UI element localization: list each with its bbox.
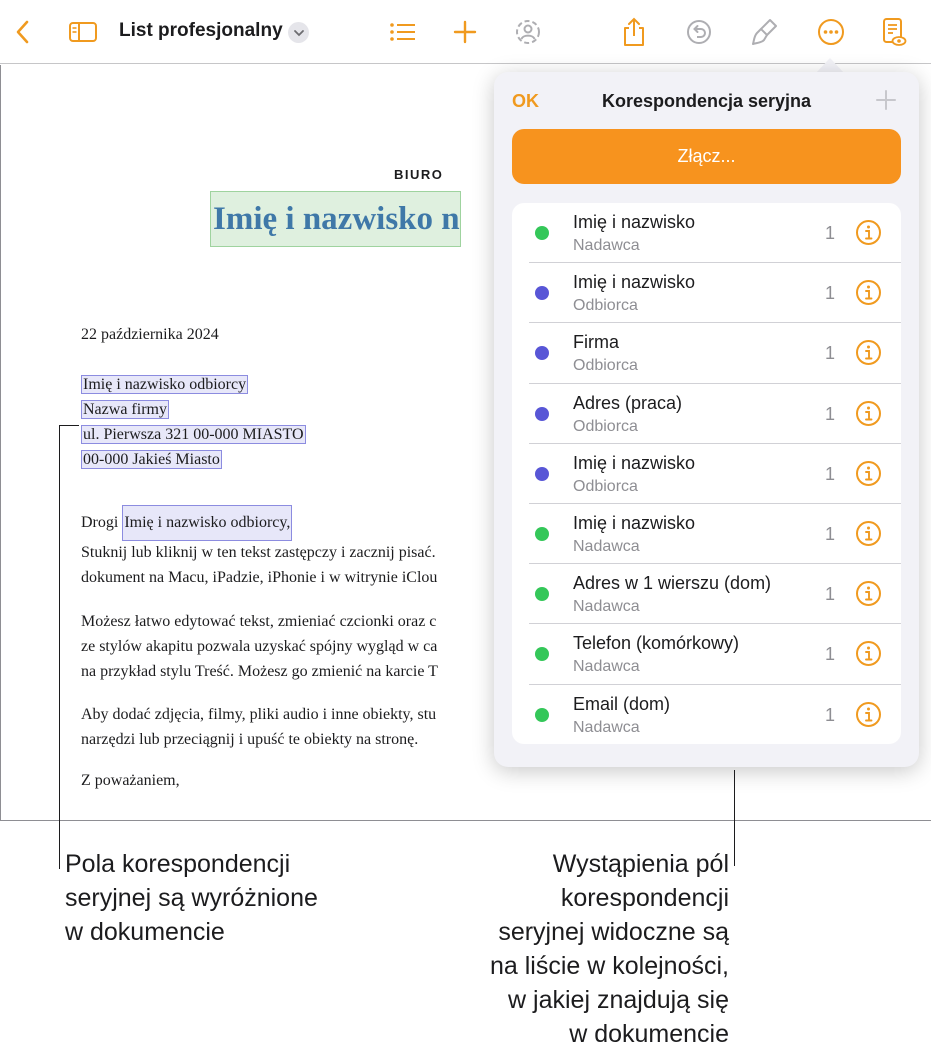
- field-type-dot: [535, 407, 549, 421]
- body-line[interactable]: narzędzi lub przeciągnij i upuść te obiekty na stronę.: [81, 731, 419, 748]
- merge-field-row[interactable]: [512, 564, 901, 624]
- merge-field-role: Odbiorca: [573, 297, 638, 315]
- merge-field-row[interactable]: [512, 323, 901, 383]
- occurrence-count: 1: [825, 223, 836, 243]
- merge-field-name: Adres w 1 wierszu (dom): [573, 573, 772, 594]
- info-icon[interactable]: [855, 460, 882, 487]
- merge-field-row[interactable]: [512, 263, 901, 323]
- merge-field-role: Nadawca: [573, 537, 640, 555]
- greeting-recipient-merge-field[interactable]: Imię i nazwisko odbiorcy,: [122, 505, 292, 541]
- occurrence-count: 1: [825, 463, 836, 484]
- merge-field-row[interactable]: [512, 504, 901, 564]
- body-line[interactable]: Możesz łatwo edytować tekst, zmieniać czcionki oraz c: [81, 613, 437, 630]
- occurrence-count: 1: [825, 283, 836, 304]
- occurrence-count: 1: [825, 644, 836, 665]
- caption-left-line: seryjnej są wyróżnione: [65, 884, 318, 912]
- field-type-dot: [535, 527, 549, 541]
- ellipsis-icon[interactable]: [814, 15, 848, 49]
- merge-field-role: Odbiorca: [573, 417, 638, 435]
- info-icon[interactable]: [855, 580, 882, 607]
- merge-field-name: Imię i nazwisko: [573, 212, 696, 232]
- merge-field-row[interactable]: [512, 384, 901, 444]
- callout-line-left: [59, 425, 60, 869]
- greeting[interactable]: [81, 505, 292, 541]
- merge-field-name: Imię i nazwisko: [573, 452, 696, 473]
- caption-right-line: seryjnej widoczne są: [498, 918, 729, 946]
- merge-field-row[interactable]: [512, 444, 901, 504]
- merge-field-role: Odbiorca: [573, 357, 638, 375]
- paintbrush-icon[interactable]: [748, 15, 782, 49]
- body-line[interactable]: Aby dodać zdjęcia, filmy, pliki audio i inne obiekty, stu: [81, 706, 437, 723]
- caption-right-line: Wystąpienia pól: [552, 850, 729, 878]
- callout-line-left-tick: [59, 425, 79, 426]
- info-icon[interactable]: [855, 400, 882, 427]
- merge-field-role: Nadawca: [573, 658, 640, 676]
- occurrence-count: 1: [825, 343, 836, 364]
- reading-view-icon[interactable]: [877, 15, 911, 49]
- merge-field-row[interactable]: [512, 685, 901, 745]
- info-icon[interactable]: [855, 701, 882, 728]
- merge-field-list: [512, 203, 901, 744]
- address-line-merge-field[interactable]: ul. Pierwsza 321 00-000 MIASTO: [83, 426, 304, 443]
- sidebar-icon[interactable]: [66, 15, 100, 49]
- body-line[interactable]: dokument na Macu, iPadzie, iPhonie i w witrynie iClou: [81, 569, 438, 586]
- merge-field-name: Imię i nazwisko: [573, 272, 696, 293]
- popover-arrow: [816, 58, 844, 73]
- chevron-down-icon[interactable]: [288, 22, 309, 43]
- merge-field-name: Adres (praca): [573, 392, 683, 413]
- share-icon[interactable]: [617, 15, 651, 49]
- recipient-name-merge-field[interactable]: Imię i nazwisko odbiorcy: [83, 376, 247, 393]
- merge-field-role: Nadawca: [573, 718, 640, 736]
- field-type-dot: [535, 226, 549, 240]
- document-title[interactable]: List profesjonalny: [119, 20, 283, 41]
- caption-left: [65, 847, 318, 949]
- caption-left-line: Pola korespondencji: [65, 850, 291, 878]
- body-line[interactable]: na przykład stylu Treść. Możesz go zmienić na karcie T: [81, 663, 438, 680]
- letter-date[interactable]: 22 października 2024: [81, 326, 219, 343]
- merge-field-row[interactable]: [512, 624, 901, 684]
- info-icon[interactable]: [855, 339, 882, 366]
- merge-field-row[interactable]: [512, 203, 901, 263]
- caption-right-line: na liście w kolejności,: [490, 952, 729, 980]
- occurrence-count: 1: [825, 704, 836, 725]
- field-type-dot: [535, 708, 549, 722]
- caption-left-line: w dokumencie: [65, 918, 225, 946]
- occurrence-count: 1: [825, 403, 836, 424]
- undo-icon[interactable]: [682, 15, 716, 49]
- greeting-prefix: Drogi: [81, 514, 119, 531]
- callout-line-right: [734, 770, 735, 866]
- plus-icon[interactable]: [448, 15, 482, 49]
- sender-name-merge-field[interactable]: Imię i nazwisko n: [210, 191, 461, 247]
- collaborate-icon[interactable]: [511, 15, 545, 49]
- field-type-dot: [535, 467, 549, 481]
- merge-field-name: Imię i nazwisko: [573, 512, 696, 533]
- field-type-dot: [535, 587, 549, 601]
- caption-right-line: korespondencji: [560, 884, 729, 912]
- field-type-dot: [535, 647, 549, 661]
- occurrence-count: 1: [825, 584, 836, 605]
- plus-icon[interactable]: [874, 88, 898, 112]
- info-icon[interactable]: [855, 219, 882, 246]
- company-merge-field[interactable]: Nazwa firmy: [83, 401, 167, 418]
- closing[interactable]: Z poważaniem,: [81, 772, 180, 789]
- merge-button[interactable]: Złącz...: [512, 129, 901, 184]
- merge-field-name: Email (dom): [573, 693, 671, 714]
- caption-right-line: w dokumencie: [569, 1020, 729, 1048]
- department-label: BIURO: [394, 167, 444, 182]
- info-icon[interactable]: [855, 640, 882, 667]
- merge-field-role: Odbiorca: [573, 477, 638, 495]
- city-merge-field[interactable]: 00-000 Jakieś Miasto: [83, 451, 220, 468]
- info-icon[interactable]: [855, 279, 882, 306]
- merge-field-role: Nadawca: [573, 237, 640, 254]
- field-type-dot: [535, 346, 549, 360]
- merge-field-role: Nadawca: [573, 598, 640, 616]
- body-line[interactable]: Stuknij lub kliknij w ten tekst zastępczy i zacznij pisać.: [81, 544, 436, 561]
- caption-right: [420, 847, 729, 1051]
- body-line[interactable]: ze stylów akapitu pozwala uzyskać spójny wygląd w ca: [81, 638, 438, 655]
- mail-merge-popover: [494, 72, 919, 767]
- merge-field-name: Firma: [573, 332, 619, 353]
- chevron-left-icon[interactable]: [6, 15, 40, 49]
- merge-field-name: Telefon (komórkowy): [573, 633, 740, 654]
- info-icon[interactable]: [855, 520, 882, 547]
- caption-right-line: w jakiej znajdują się: [508, 986, 729, 1014]
- popover-title: Korespondencja seryjna: [601, 91, 812, 111]
- list-icon[interactable]: [386, 15, 420, 49]
- occurrence-count: 1: [825, 523, 836, 544]
- ok-button[interactable]: OK: [512, 91, 539, 111]
- field-type-dot: [535, 286, 549, 300]
- toolbar: [0, 0, 931, 64]
